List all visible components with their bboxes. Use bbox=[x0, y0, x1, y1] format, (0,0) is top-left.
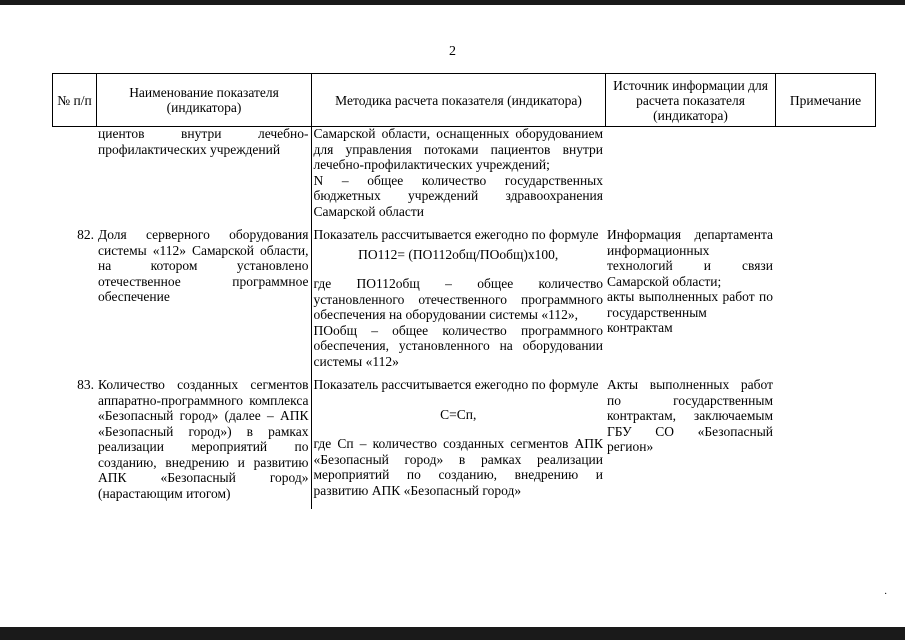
source-text: Информация департамента информационных технологий и связи Самарской области; bbox=[607, 227, 773, 289]
row-num bbox=[52, 126, 96, 227]
header-note: Примечание bbox=[776, 74, 876, 127]
scan-border-top bbox=[0, 0, 905, 5]
row-name: Количество созданных сегментов аппаратно-программного комплекса «Безопасный город» (далее – АПК «Безопасный город») в рамках реализации мероприятий по созданию, внедрению и развитию АПК «Безопасный город» (нарастающим итогом) bbox=[98, 377, 309, 501]
row-source bbox=[605, 126, 775, 227]
row-source bbox=[605, 377, 775, 509]
source-text: акты выполненных работ по государственным контрактам bbox=[607, 289, 773, 335]
row-name: Доля серверного оборудования системы «112» Самарской области, на котором установлено отечественное программное обеспечение bbox=[98, 227, 309, 304]
scan-speck: · bbox=[884, 589, 888, 600]
header-name: Наименование показателя (индикатора) bbox=[97, 74, 312, 127]
table-row bbox=[52, 377, 875, 509]
row-method bbox=[311, 377, 605, 509]
row-num: 82. bbox=[77, 227, 94, 242]
row-note bbox=[775, 126, 875, 227]
row-num: 83. bbox=[77, 377, 94, 392]
row-source bbox=[605, 227, 775, 377]
table-row-continuation bbox=[52, 126, 875, 227]
method-intro: Показатель рассчитывается ежегодно по формуле bbox=[313, 227, 599, 242]
method-text: N – общее количество государственных бюджетных учреждений здравоохранения Самарской области bbox=[313, 172, 603, 219]
method-text: Самарской области, оснащенных оборудованием для управления потоками пациентов внутри лечебно-профилактических учреждений; bbox=[313, 126, 603, 172]
header-num: № п/п bbox=[53, 74, 97, 127]
table-body bbox=[52, 126, 875, 509]
page-number: 2 bbox=[449, 44, 456, 59]
table-header bbox=[52, 73, 876, 127]
formula: C=Cп, bbox=[440, 406, 477, 422]
table-row bbox=[52, 227, 875, 377]
row-method bbox=[311, 227, 605, 377]
method-where: где Cп – количество созданных сегментов АПК «Безопасный город» в рамках реализации мероприятий по созданию, внедрению и развитию АПК «Безопасный город» bbox=[313, 436, 603, 498]
row-note bbox=[775, 227, 875, 377]
row-note bbox=[775, 377, 875, 509]
method-where: ПОобщ – общее количество программного обеспечения, установленного на оборудовании системы «112» bbox=[313, 322, 603, 369]
method-intro: Показатель рассчитывается ежегодно по формуле bbox=[313, 377, 599, 392]
row-method bbox=[311, 126, 605, 227]
source-text: Акты выполненных работ по государственным контрактам, заключаемым ГБУ СО «Безопасный регион» bbox=[607, 377, 773, 454]
header-source: Источник информации для расчета показателя (индикатора) bbox=[606, 74, 776, 127]
formula: ПО112= (ПО112общ/ПОобщ)x100, bbox=[358, 246, 559, 262]
header-method: Методика расчета показателя (индикатора) bbox=[312, 74, 606, 127]
method-where: где ПО112общ – общее количество установленного отечественного программного обеспечения на оборудовании системы «112», bbox=[313, 276, 603, 322]
scan-border-bottom bbox=[0, 627, 905, 640]
row-name: циентов внутри лечебно-профилактических учреждений bbox=[98, 126, 309, 157]
